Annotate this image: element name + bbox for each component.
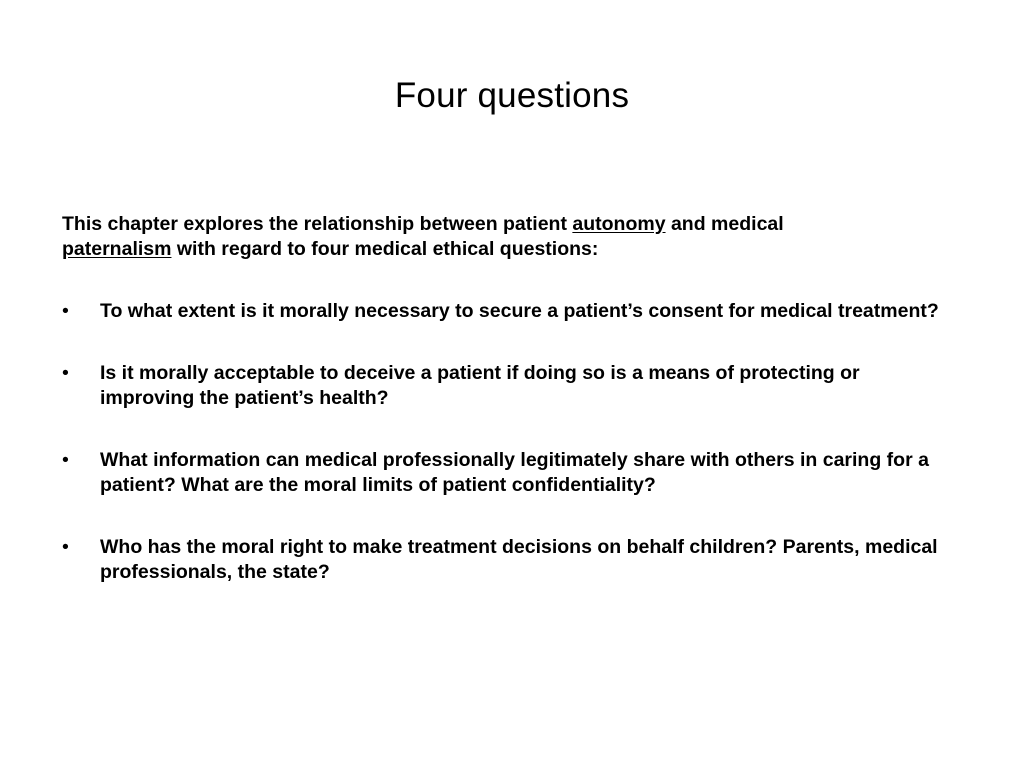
bullet-icon: • [62, 536, 69, 558]
question-text-3: What information can medical professionally legitimately share with others in caring for a patient? What are the moral limits of patient confidentiality? [100, 449, 929, 496]
term-autonomy: autonomy [572, 213, 666, 235]
slide-title: Four questions [394, 76, 630, 115]
question-item-4 [62, 535, 952, 585]
intro-text-1: This chapter explores the relationship between patient [62, 213, 573, 235]
intro-text-3: with regard to four medical ethical questions: [171, 238, 599, 260]
term-paternalism: paternalism [62, 238, 172, 260]
bullet-icon: • [62, 449, 69, 471]
question-item-3 [62, 448, 952, 498]
bullet-icon: • [62, 362, 69, 384]
intro-paragraph [62, 212, 952, 262]
question-text-4: Who has the moral right to make treatment decisions on behalf children? Parents, medical professionals, the state? [100, 536, 938, 583]
question-text-1: To what extent is it morally necessary to secure a patient’s consent for medical treatment? [100, 300, 939, 322]
question-item-1 [62, 299, 952, 324]
bullet-icon: • [62, 300, 69, 322]
slide-body [62, 212, 952, 622]
questions-list [62, 299, 952, 585]
question-text-2: Is it morally acceptable to deceive a patient if doing so is a means of protecting or improving the patient’s health? [100, 362, 860, 409]
question-item-2 [62, 361, 952, 411]
intro-text-2: and medical [665, 213, 784, 235]
